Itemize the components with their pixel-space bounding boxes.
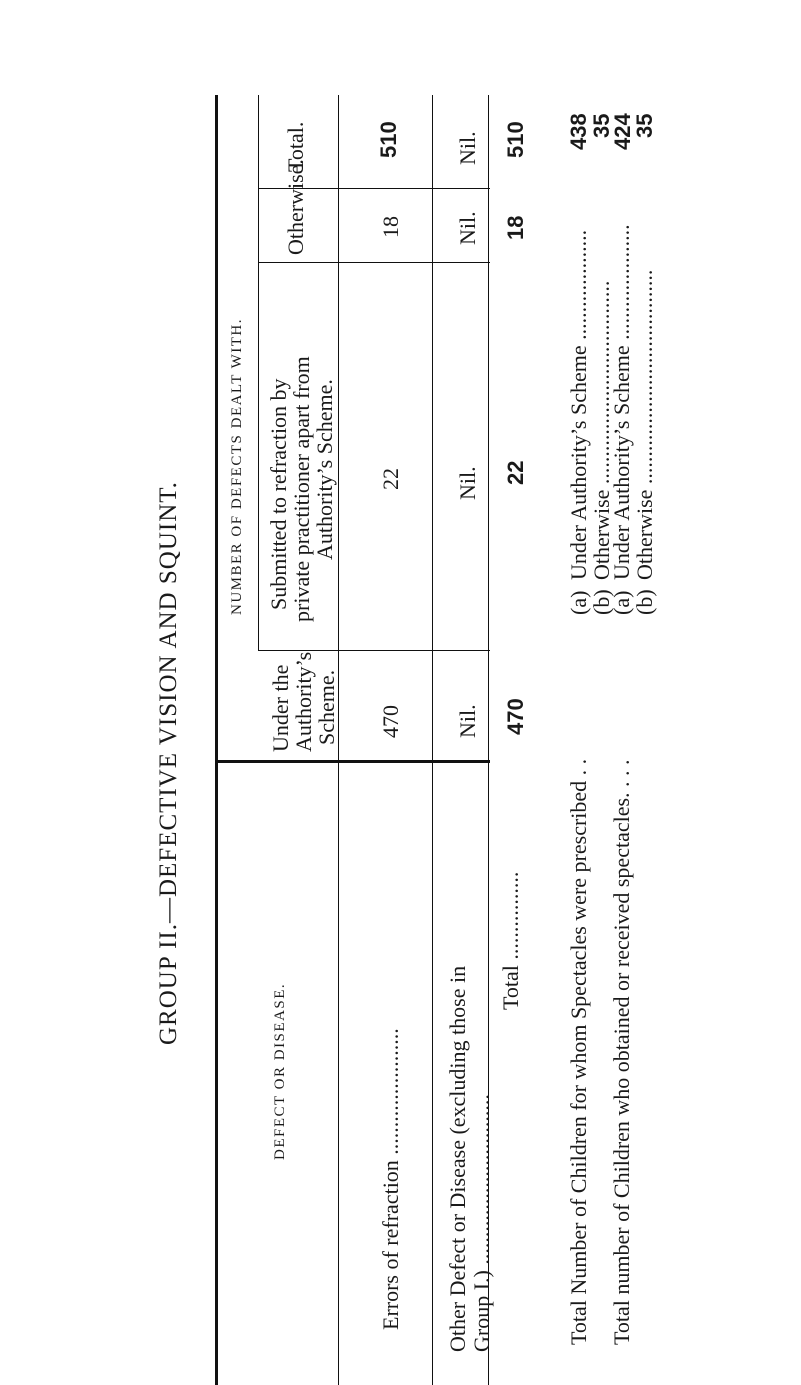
row-label-other-2: Group I.) ............................... <box>469 1094 494 1352</box>
col-header-private-2: private practitioner apart from <box>289 356 314 622</box>
footer-obtained-a-label: Under Authority’s Scheme ..................... <box>609 224 634 580</box>
defect-header: DEFECT OR DISEASE. <box>272 982 288 1160</box>
table-left-border <box>215 95 218 1385</box>
col-header-private-3: Authority’s Scheme. <box>312 379 337 560</box>
cell-total-total: 510 <box>503 121 528 158</box>
footer-obtained-b-key: (b) <box>632 589 657 615</box>
cell-errors-private: 22 <box>378 468 403 490</box>
col-rule-defect <box>215 760 490 763</box>
col-header-private-1: Submitted to refraction by <box>266 378 291 610</box>
footer-prescribed-b-label: Otherwise ..................................... <box>589 280 614 580</box>
footer-obtained-a-value: 424 <box>610 113 635 150</box>
col-header-total: Total. <box>283 121 308 172</box>
dealt-with-header: NUMBER OF DEFECTS DEALT WITH. <box>229 318 245 615</box>
cell-other-total: Nil. <box>455 131 480 165</box>
row-rule-2 <box>432 95 433 1385</box>
footer-obtained-a-key: (a) <box>609 590 634 615</box>
footer-prescribed-b-value: 35 <box>589 113 614 138</box>
cell-total-private: 22 <box>503 460 528 485</box>
col-rule-otherwise <box>258 262 490 263</box>
cell-total-under-scheme: 470 <box>503 698 528 735</box>
cell-errors-otherwise: 18 <box>378 216 403 238</box>
cell-errors-under-scheme: 470 <box>378 705 403 738</box>
page-title: GROUP II.—DEFECTIVE VISION AND SQUINT. <box>155 481 182 1045</box>
col-header-under-scheme-3: Scheme. <box>314 669 339 745</box>
col-header-under-scheme-2: Authority’s <box>291 651 316 752</box>
row-label-total: Total ................ <box>498 871 523 1010</box>
cell-other-under-scheme: Nil. <box>455 704 480 738</box>
cell-errors-total: 510 <box>376 121 401 158</box>
row-label-errors: Errors of refraction ....................... <box>378 1028 403 1330</box>
col-header-under-scheme-1: Under the <box>268 664 293 752</box>
header-rule <box>258 95 259 650</box>
cell-other-private: Nil. <box>455 466 480 500</box>
footer-prescribed-a-value: 438 <box>566 113 591 150</box>
footer-prescribed-text: Total Number of Children for whom Spectacles were prescribed . . <box>566 758 591 1345</box>
col-header-otherwise: Otherwise. <box>283 159 308 255</box>
footer-prescribed-a-key: (a) <box>566 590 591 615</box>
footer-obtained-text: Total number of Children who obtained or received spectacles. . . . <box>609 759 634 1345</box>
footer-prescribed-a-label: Under Authority’s Scheme .................... <box>566 229 591 580</box>
cell-other-otherwise: Nil. <box>455 211 480 245</box>
row-label-other-1: Other Defect or Disease (excluding those in <box>445 965 470 1352</box>
footer-obtained-b-label: Otherwise ....................................... <box>632 269 657 580</box>
footer-obtained-b-value: 35 <box>632 113 657 138</box>
cell-total-otherwise: 18 <box>503 215 528 240</box>
footer-prescribed-b-key: (b) <box>589 589 614 615</box>
